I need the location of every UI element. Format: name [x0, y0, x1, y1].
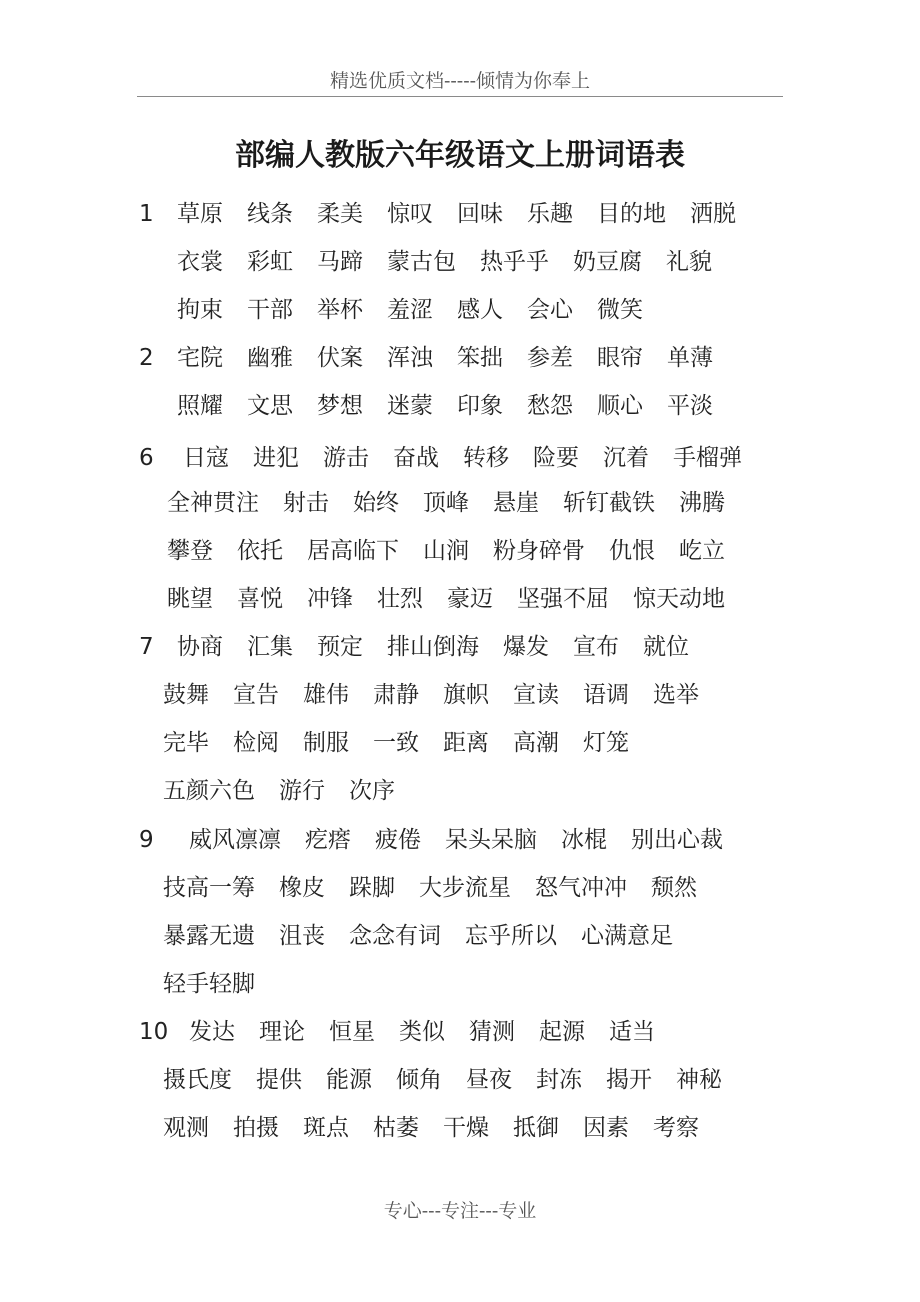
vocab-word: 因素	[583, 1115, 629, 1141]
vocab-word: 顶峰	[423, 490, 469, 516]
vocab-word: 迷蒙	[387, 393, 433, 419]
vocab-word: 奋战	[393, 445, 439, 471]
vocab-word: 粉身碎骨	[493, 538, 585, 564]
vocab-word: 昼夜	[466, 1067, 512, 1093]
vocab-word: 顺心	[597, 393, 643, 419]
vocab-word: 居高临下	[307, 538, 399, 564]
vocab-word: 伏案	[317, 345, 363, 371]
vocab-word: 预定	[317, 634, 363, 660]
vocab-word: 干燥	[443, 1115, 489, 1141]
vocab-word: 考察	[653, 1115, 699, 1141]
vocab-word: 忘乎所以	[465, 923, 557, 949]
page-footer: 专心---专注---专业	[383, 1200, 537, 1222]
vocab-word: 协商	[177, 634, 223, 660]
vocab-word: 完毕	[163, 730, 209, 756]
vocab-word: 适当	[609, 1019, 655, 1045]
vocab-word: 枯萎	[373, 1115, 419, 1141]
vocab-word: 喜悦	[237, 586, 283, 612]
vocab-word: 呆头呆脑	[445, 827, 537, 853]
vocab-word: 摄氏度	[163, 1067, 232, 1093]
page-header: 精选优质文档-----倾情为你奉上	[329, 70, 591, 92]
vocab-word: 威风凛凛	[189, 827, 281, 853]
word-line	[139, 342, 737, 374]
vocab-word: 爆发	[503, 634, 549, 660]
vocab-word: 险要	[533, 445, 579, 471]
vocab-word: 神秘	[676, 1067, 722, 1093]
vocab-word: 笨拙	[457, 345, 503, 371]
vocab-word: 暴露无遗	[163, 923, 255, 949]
word-line	[139, 198, 760, 230]
vocab-word: 大步流星	[419, 875, 511, 901]
vocab-word: 梦想	[317, 393, 363, 419]
vocab-word: 印象	[457, 393, 503, 419]
vocab-word: 拍摄	[233, 1115, 279, 1141]
vocab-word: 五颜六色	[163, 778, 255, 804]
word-line	[139, 390, 737, 422]
vocab-word: 恒星	[329, 1019, 375, 1045]
vocab-word: 惊叹	[387, 201, 433, 227]
vocab-word: 能源	[326, 1067, 372, 1093]
vocab-word: 颓然	[651, 875, 697, 901]
vocab-word: 进犯	[253, 445, 299, 471]
vocab-word: 参差	[527, 345, 573, 371]
vocab-word: 沮丧	[279, 923, 325, 949]
vocab-word: 手榴弹	[673, 445, 742, 471]
vocab-word: 屹立	[679, 538, 725, 564]
vocab-word: 热乎乎	[480, 249, 549, 275]
vocab-word: 猜测	[469, 1019, 515, 1045]
vocab-word: 揭开	[606, 1067, 652, 1093]
vocab-word: 目的地	[597, 201, 666, 227]
word-line	[139, 775, 419, 807]
vocab-word: 照耀	[177, 393, 223, 419]
vocab-word: 封冻	[536, 1067, 582, 1093]
lesson-number: 9	[139, 827, 154, 853]
word-line	[139, 1064, 746, 1096]
vocab-word: 起源	[539, 1019, 585, 1045]
vocab-word: 草原	[177, 201, 223, 227]
vocab-word: 幽雅	[247, 345, 293, 371]
lesson-number: 7	[139, 634, 154, 660]
vocab-word: 愁怨	[527, 393, 573, 419]
word-line	[139, 679, 723, 711]
vocab-word: 仇恨	[609, 538, 655, 564]
vocab-word: 衣裳	[177, 249, 223, 275]
lesson-number: 2	[139, 345, 154, 371]
vocab-word: 选举	[653, 682, 699, 708]
header-divider	[137, 96, 783, 97]
vocab-word: 鼓舞	[163, 682, 209, 708]
vocab-word: 游击	[323, 445, 369, 471]
vocab-word: 豪迈	[447, 586, 493, 612]
vocab-word: 制服	[303, 730, 349, 756]
vocab-word: 冰棍	[561, 827, 607, 853]
vocab-word: 转移	[463, 445, 509, 471]
vocab-word: 疲倦	[375, 827, 421, 853]
vocab-word: 干部	[247, 297, 293, 323]
vocab-word: 斩钉截铁	[563, 490, 655, 516]
vocab-word: 沉着	[603, 445, 649, 471]
word-line	[139, 294, 667, 326]
word-line	[139, 442, 766, 474]
vocab-word: 提供	[256, 1067, 302, 1093]
vocab-word: 浑浊	[387, 345, 433, 371]
vocab-word: 宣告	[233, 682, 279, 708]
vocab-word: 洒脱	[690, 201, 736, 227]
vocab-word: 依托	[237, 538, 283, 564]
vocab-word: 旗帜	[443, 682, 489, 708]
vocab-word: 文思	[247, 393, 293, 419]
vocab-word: 念念有词	[349, 923, 441, 949]
word-line	[139, 583, 749, 615]
vocab-word: 就位	[643, 634, 689, 660]
vocab-word: 羞涩	[387, 297, 433, 323]
vocab-word: 类似	[399, 1019, 445, 1045]
vocab-word: 眺望	[167, 586, 213, 612]
vocab-word: 跺脚	[349, 875, 395, 901]
vocab-word: 游行	[279, 778, 325, 804]
vocab-word: 奶豆腐	[573, 249, 642, 275]
vocab-word: 抵御	[513, 1115, 559, 1141]
lesson-number: 6	[139, 445, 154, 471]
vocab-word: 一致	[373, 730, 419, 756]
vocab-word: 会心	[527, 297, 573, 323]
vocab-word: 壮烈	[377, 586, 423, 612]
vocab-word: 怒气冲冲	[535, 875, 627, 901]
vocab-word: 倾角	[396, 1067, 442, 1093]
vocab-word: 山涧	[423, 538, 469, 564]
vocab-word: 拘束	[177, 297, 223, 323]
vocab-word: 灯笼	[583, 730, 629, 756]
vocab-word: 宅院	[177, 345, 223, 371]
vocab-word: 马蹄	[317, 249, 363, 275]
word-line	[139, 246, 736, 278]
vocab-word: 彩虹	[247, 249, 293, 275]
vocab-word: 肃静	[373, 682, 419, 708]
vocab-word: 礼貌	[666, 249, 712, 275]
vocab-word: 举杯	[317, 297, 363, 323]
vocab-word: 轻手轻脚	[163, 971, 255, 997]
vocab-word: 柔美	[317, 201, 363, 227]
vocab-word: 回味	[457, 201, 503, 227]
vocab-word: 橡皮	[279, 875, 325, 901]
lesson-number: 1	[139, 201, 154, 227]
vocab-word: 发达	[189, 1019, 235, 1045]
word-line	[139, 920, 697, 952]
word-line	[139, 631, 713, 663]
vocab-word: 检阅	[233, 730, 279, 756]
vocab-word: 沸腾	[679, 490, 725, 516]
word-line	[139, 968, 279, 1000]
word-line	[139, 824, 747, 856]
vocab-word: 疙瘩	[305, 827, 351, 853]
vocab-word: 线条	[247, 201, 293, 227]
vocab-word: 心满意足	[581, 923, 673, 949]
vocab-word: 感人	[457, 297, 503, 323]
vocab-word: 坚强不屈	[517, 586, 609, 612]
vocab-word: 斑点	[303, 1115, 349, 1141]
vocab-word: 全神贯注	[167, 490, 259, 516]
vocab-word: 眼帘	[597, 345, 643, 371]
word-line	[139, 1112, 723, 1144]
vocab-word: 始终	[353, 490, 399, 516]
vocab-word: 排山倒海	[387, 634, 479, 660]
vocab-word: 乐趣	[527, 201, 573, 227]
vocab-word: 惊天动地	[633, 586, 725, 612]
vocab-word: 单薄	[667, 345, 713, 371]
vocab-word: 微笑	[597, 297, 643, 323]
vocab-word: 语调	[583, 682, 629, 708]
vocab-word: 蒙古包	[387, 249, 456, 275]
vocab-word: 次序	[349, 778, 395, 804]
word-line	[139, 727, 653, 759]
vocab-word: 别出心裁	[631, 827, 723, 853]
vocab-word: 宣读	[513, 682, 559, 708]
word-line	[139, 535, 749, 567]
word-line	[139, 487, 749, 519]
vocab-word: 汇集	[247, 634, 293, 660]
vocab-word: 宣布	[573, 634, 619, 660]
vocab-word: 日寇	[183, 445, 229, 471]
word-line	[139, 1016, 679, 1048]
vocab-word: 平淡	[667, 393, 713, 419]
lesson-number: 10	[139, 1019, 169, 1045]
vocab-word: 技高一筹	[163, 875, 255, 901]
vocab-word: 射击	[283, 490, 329, 516]
vocab-word: 冲锋	[307, 586, 353, 612]
page-title: 部编人教版六年级语文上册词语表	[235, 138, 685, 173]
vocab-word: 攀登	[167, 538, 213, 564]
vocab-word: 距离	[443, 730, 489, 756]
vocab-word: 高潮	[513, 730, 559, 756]
vocab-word: 观测	[163, 1115, 209, 1141]
vocab-word: 悬崖	[493, 490, 539, 516]
vocab-word: 理论	[259, 1019, 305, 1045]
vocab-word: 雄伟	[303, 682, 349, 708]
word-line	[139, 872, 721, 904]
